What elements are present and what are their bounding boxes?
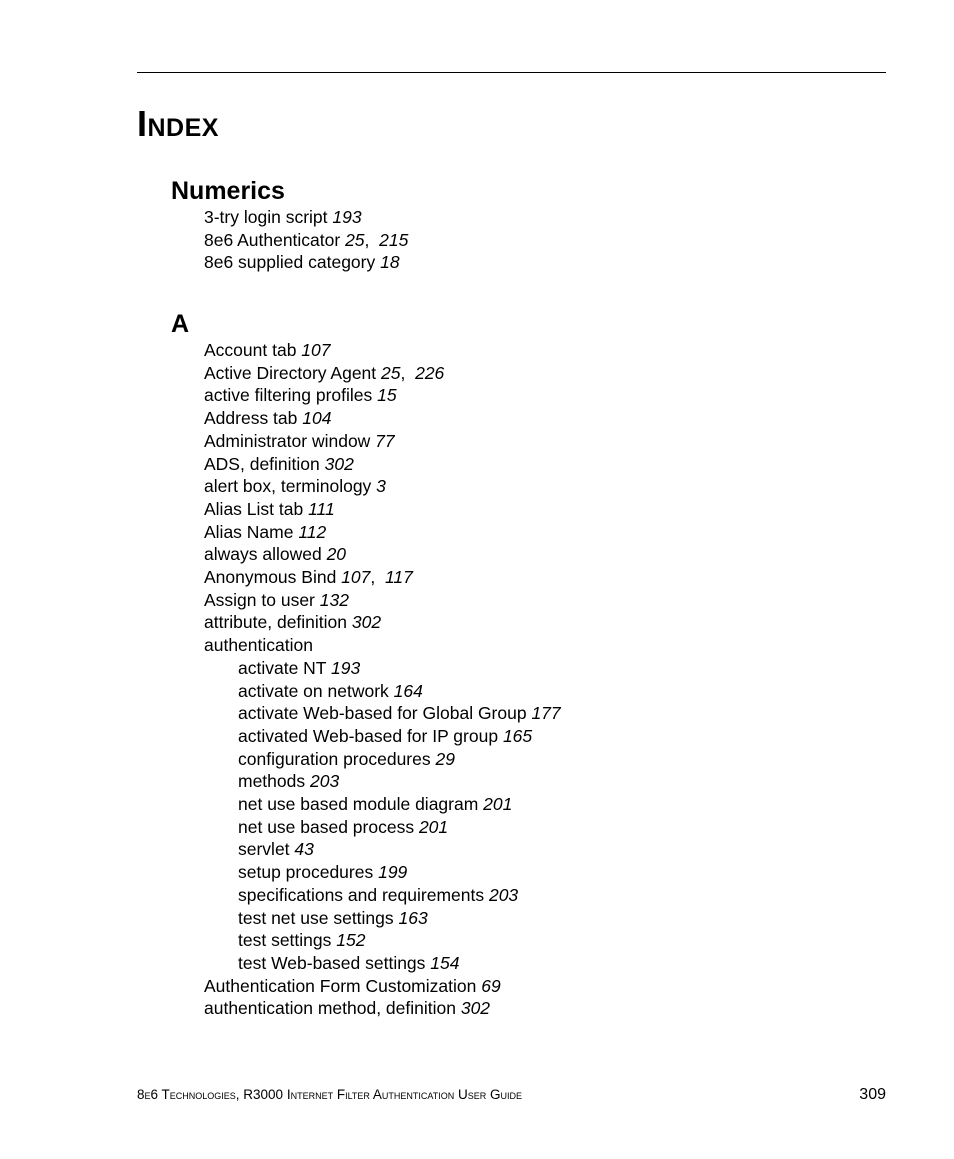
section-heading: A	[171, 310, 190, 338]
index-subentry	[171, 952, 561, 975]
entry-term: Address tab	[204, 408, 303, 429]
entry-term: ADS, definition	[204, 453, 325, 474]
page-reference[interactable]: 203	[488, 884, 519, 905]
index-entry	[171, 975, 561, 998]
page-separator: ,	[370, 567, 385, 588]
entry-term: always allowed	[204, 544, 327, 565]
page-reference[interactable]: 18	[380, 252, 400, 273]
entry-term: 8e6 Authenticator	[204, 229, 346, 250]
entry-term: activate Web-based for Global Group	[238, 703, 532, 724]
entry-term: test settings	[238, 930, 337, 951]
entry-term: Active Directory Agent	[204, 362, 382, 383]
page-reference[interactable]: 302	[324, 453, 354, 474]
index-section-numerics	[171, 176, 408, 274]
page-reference[interactable]: 77	[375, 430, 395, 451]
page-reference[interactable]: 69	[481, 975, 501, 996]
index-entry	[171, 634, 561, 657]
page-reference[interactable]: 193	[332, 207, 362, 227]
entry-term: activate on network	[238, 680, 394, 701]
index-subentry	[171, 816, 561, 839]
index-entry	[171, 543, 561, 566]
entry-term: 8e6 supplied category	[204, 252, 381, 273]
entry-term: test Web-based settings	[238, 952, 431, 973]
page-separator: ,	[400, 362, 416, 383]
entry-term: Anonymous Bind	[204, 567, 342, 588]
index-section-a	[171, 309, 561, 1020]
page-reference[interactable]: 226	[415, 362, 445, 383]
index-subentry	[171, 657, 561, 680]
page-reference[interactable]: 15	[377, 385, 397, 406]
entry-term: Alias List tab	[204, 498, 309, 519]
entry-term: Authentication Form Customization	[204, 975, 482, 996]
index-entry	[171, 589, 561, 612]
index-subentry	[171, 680, 561, 703]
index-subentry	[171, 702, 561, 725]
entry-term: alert box, terminology	[204, 476, 377, 497]
index-entry	[171, 362, 561, 385]
index-subentry	[171, 884, 561, 907]
page-reference[interactable]: 104	[302, 408, 332, 429]
index-subentry	[171, 861, 561, 884]
index-entry	[171, 339, 561, 362]
page-reference[interactable]: 43	[294, 839, 314, 860]
entry-term: Administrator window	[204, 430, 376, 451]
index-entry-list	[171, 339, 561, 1020]
index-entry	[171, 384, 561, 407]
page-reference[interactable]: 25	[381, 362, 401, 383]
page-reference[interactable]: 107	[341, 567, 371, 588]
entry-term: authentication	[204, 635, 313, 656]
page-title: Index	[137, 103, 219, 144]
page-reference[interactable]: 163	[398, 907, 428, 928]
index-subentry	[171, 793, 561, 816]
page-reference[interactable]: 201	[418, 816, 449, 837]
page-separator: ,	[364, 229, 380, 250]
entry-term: setup procedures	[238, 862, 379, 883]
entry-term: activated Web-based for IP group	[238, 725, 503, 746]
page-reference[interactable]: 132	[319, 589, 349, 610]
page-reference[interactable]: 29	[435, 748, 455, 769]
index-entry-list	[171, 206, 408, 274]
top-rule	[137, 72, 886, 73]
page-reference[interactable]: 154	[430, 952, 460, 973]
index-subentry	[171, 770, 561, 793]
page-reference[interactable]: 199	[378, 862, 408, 883]
footer-title: 8e6 Technologies, R3000 Internet Filter Authentication User Guide	[137, 1087, 523, 1102]
page-reference[interactable]: 164	[393, 680, 423, 701]
index-entry	[171, 566, 561, 589]
index-entry	[171, 453, 561, 476]
index-entry	[171, 407, 561, 430]
index-entry	[171, 997, 561, 1020]
entry-term: activate NT	[238, 657, 332, 678]
page-reference[interactable]: 20	[326, 544, 347, 565]
entry-term: attribute, definition	[204, 612, 352, 633]
entry-term: test net use settings	[238, 907, 399, 928]
index-entry	[171, 498, 561, 521]
page-reference[interactable]: 25	[345, 229, 365, 250]
index-entry	[171, 521, 561, 544]
entry-term: active filtering profiles	[204, 385, 378, 406]
index-entry	[171, 430, 561, 453]
page-reference[interactable]: 111	[308, 498, 335, 519]
entry-term: Account tab	[204, 340, 302, 360]
entry-term: specifications and requirements	[238, 884, 489, 905]
index-entry	[171, 251, 408, 274]
index-subentry	[171, 748, 561, 771]
entry-term: net use based process	[238, 816, 419, 837]
page-reference[interactable]: 107	[301, 340, 331, 360]
entry-term: Assign to user	[204, 589, 320, 610]
page-reference[interactable]: 302	[460, 998, 491, 1019]
page-reference[interactable]: 215	[379, 229, 409, 250]
page-reference[interactable]: 302	[351, 612, 382, 633]
section-heading: Numerics	[171, 177, 285, 205]
page-reference[interactable]: 193	[331, 657, 361, 678]
entry-term: Alias Name	[204, 521, 299, 542]
index-subentry	[171, 929, 561, 952]
index-subentry	[171, 725, 561, 748]
entry-term: methods	[238, 771, 310, 792]
index-entry	[171, 229, 408, 252]
index-entry	[171, 475, 561, 498]
page-reference[interactable]: 201	[483, 794, 513, 815]
page-reference[interactable]: 117	[384, 567, 413, 588]
page-number: 309	[859, 1086, 886, 1103]
index-subentry	[171, 838, 561, 861]
index-entry	[171, 206, 408, 229]
page-reference[interactable]: 152	[336, 930, 366, 951]
page-reference[interactable]: 165	[502, 725, 533, 746]
entry-term: configuration procedures	[238, 748, 436, 769]
entry-term: 3-try login script	[204, 207, 333, 227]
page-reference[interactable]: 203	[309, 771, 340, 792]
page-reference[interactable]: 112	[298, 521, 327, 542]
index-entry	[171, 611, 561, 634]
entry-term: servlet	[238, 839, 295, 860]
index-subentry	[171, 907, 561, 930]
page-reference[interactable]: 3	[376, 476, 386, 497]
entry-term: net use based module diagram	[238, 794, 484, 815]
page-reference[interactable]: 177	[531, 703, 561, 724]
entry-term: authentication method, definition	[204, 998, 461, 1019]
